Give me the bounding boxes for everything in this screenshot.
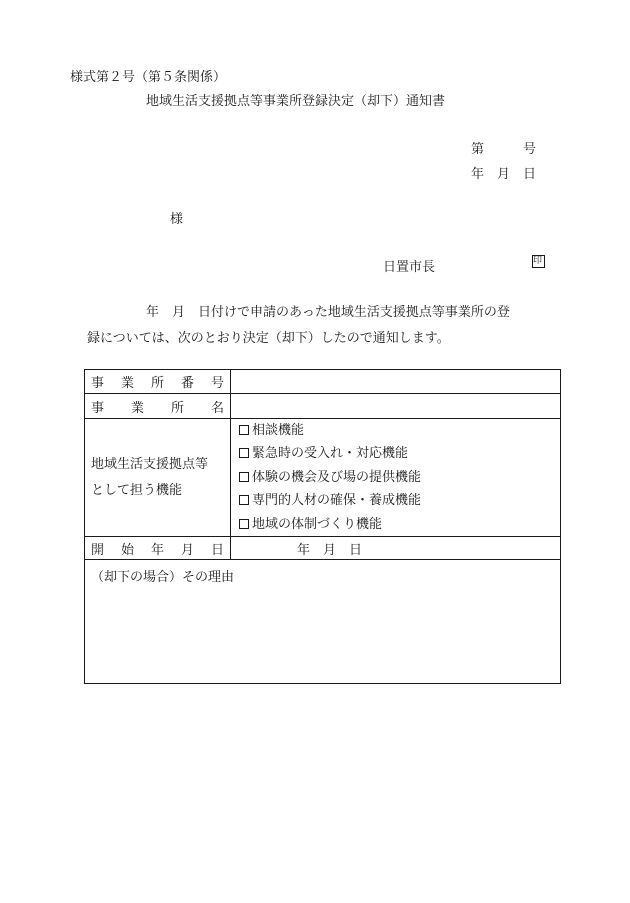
label-char: 事 (91, 400, 105, 416)
label-char: 業 (130, 400, 144, 416)
start-date-label (85, 537, 231, 560)
rejection-reason-label: （却下の場合）その理由 (91, 570, 235, 586)
function-item[interactable] (239, 489, 560, 512)
function-label: 体験の機会及び場の提供機能 (252, 469, 422, 485)
registration-info-table (84, 369, 561, 684)
table-row-functions (85, 419, 561, 537)
document-date-line: 年 月 日 (471, 167, 537, 182)
functions-checklist (231, 419, 561, 537)
function-label: 緊急時の受入れ・対応機能 (252, 446, 409, 462)
issuer-name: 日置市長 (383, 260, 436, 275)
label-char: 名 (210, 400, 224, 416)
label-char: 番 (180, 376, 194, 391)
office-number-value[interactable] (231, 370, 561, 394)
checkbox[interactable] (239, 495, 249, 505)
office-number-label (85, 370, 231, 394)
form-number: 様式第２号（第５条関係） (70, 70, 227, 85)
functions-label-line-1: 地域生活支援拠点等 (91, 456, 209, 472)
start-date-value[interactable]: 年 月 日 (231, 537, 561, 560)
rejection-reason-field[interactable] (85, 560, 561, 684)
document-title: 地域生活支援拠点等事業所登録決定（却下）通知書 (146, 94, 446, 109)
label-char: 業 (120, 376, 134, 391)
function-item[interactable] (239, 513, 560, 536)
label-char: 年 (150, 542, 164, 558)
function-item[interactable] (239, 442, 560, 465)
label-char: 号 (210, 376, 224, 391)
function-item[interactable] (239, 466, 560, 489)
addressee-honorific: 様 (170, 212, 184, 227)
body-text-line-1: 年 月 日付けで申請のあった地域生活支援拠点等事業所の登 (146, 305, 510, 320)
label-char: 始 (120, 542, 134, 558)
table-row-office-name (85, 394, 561, 419)
label-char: 日 (210, 542, 224, 558)
checkbox[interactable] (239, 519, 249, 529)
table-row-office-number (85, 370, 561, 394)
function-label: 相談機能 (252, 423, 305, 438)
label-char: 月 (180, 542, 194, 558)
function-item[interactable] (239, 419, 560, 442)
checkbox[interactable] (239, 425, 249, 435)
office-name-label (85, 394, 231, 419)
label-char: 所 (150, 376, 164, 391)
seal-stamp-label: 印 (533, 256, 543, 266)
label-char: 所 (170, 400, 184, 416)
checkbox[interactable] (239, 472, 249, 482)
label-char: 開 (91, 542, 105, 558)
function-label: 専門的人材の確保・養成機能 (252, 493, 422, 509)
table-row-start-date (85, 537, 561, 560)
checkbox[interactable] (239, 448, 249, 458)
label-char: 事 (91, 376, 105, 391)
functions-label-line-2: として担う機能 (91, 482, 183, 498)
body-text-line-2: 録については、次のとおり決定（却下）したので通知します。 (87, 331, 450, 346)
functions-label (85, 419, 231, 537)
table-row-rejection-reason (85, 560, 561, 684)
function-label: 地域の体制づくり機能 (252, 516, 383, 532)
office-name-value[interactable] (231, 394, 561, 419)
document-number-line: 第 号 (471, 142, 537, 157)
